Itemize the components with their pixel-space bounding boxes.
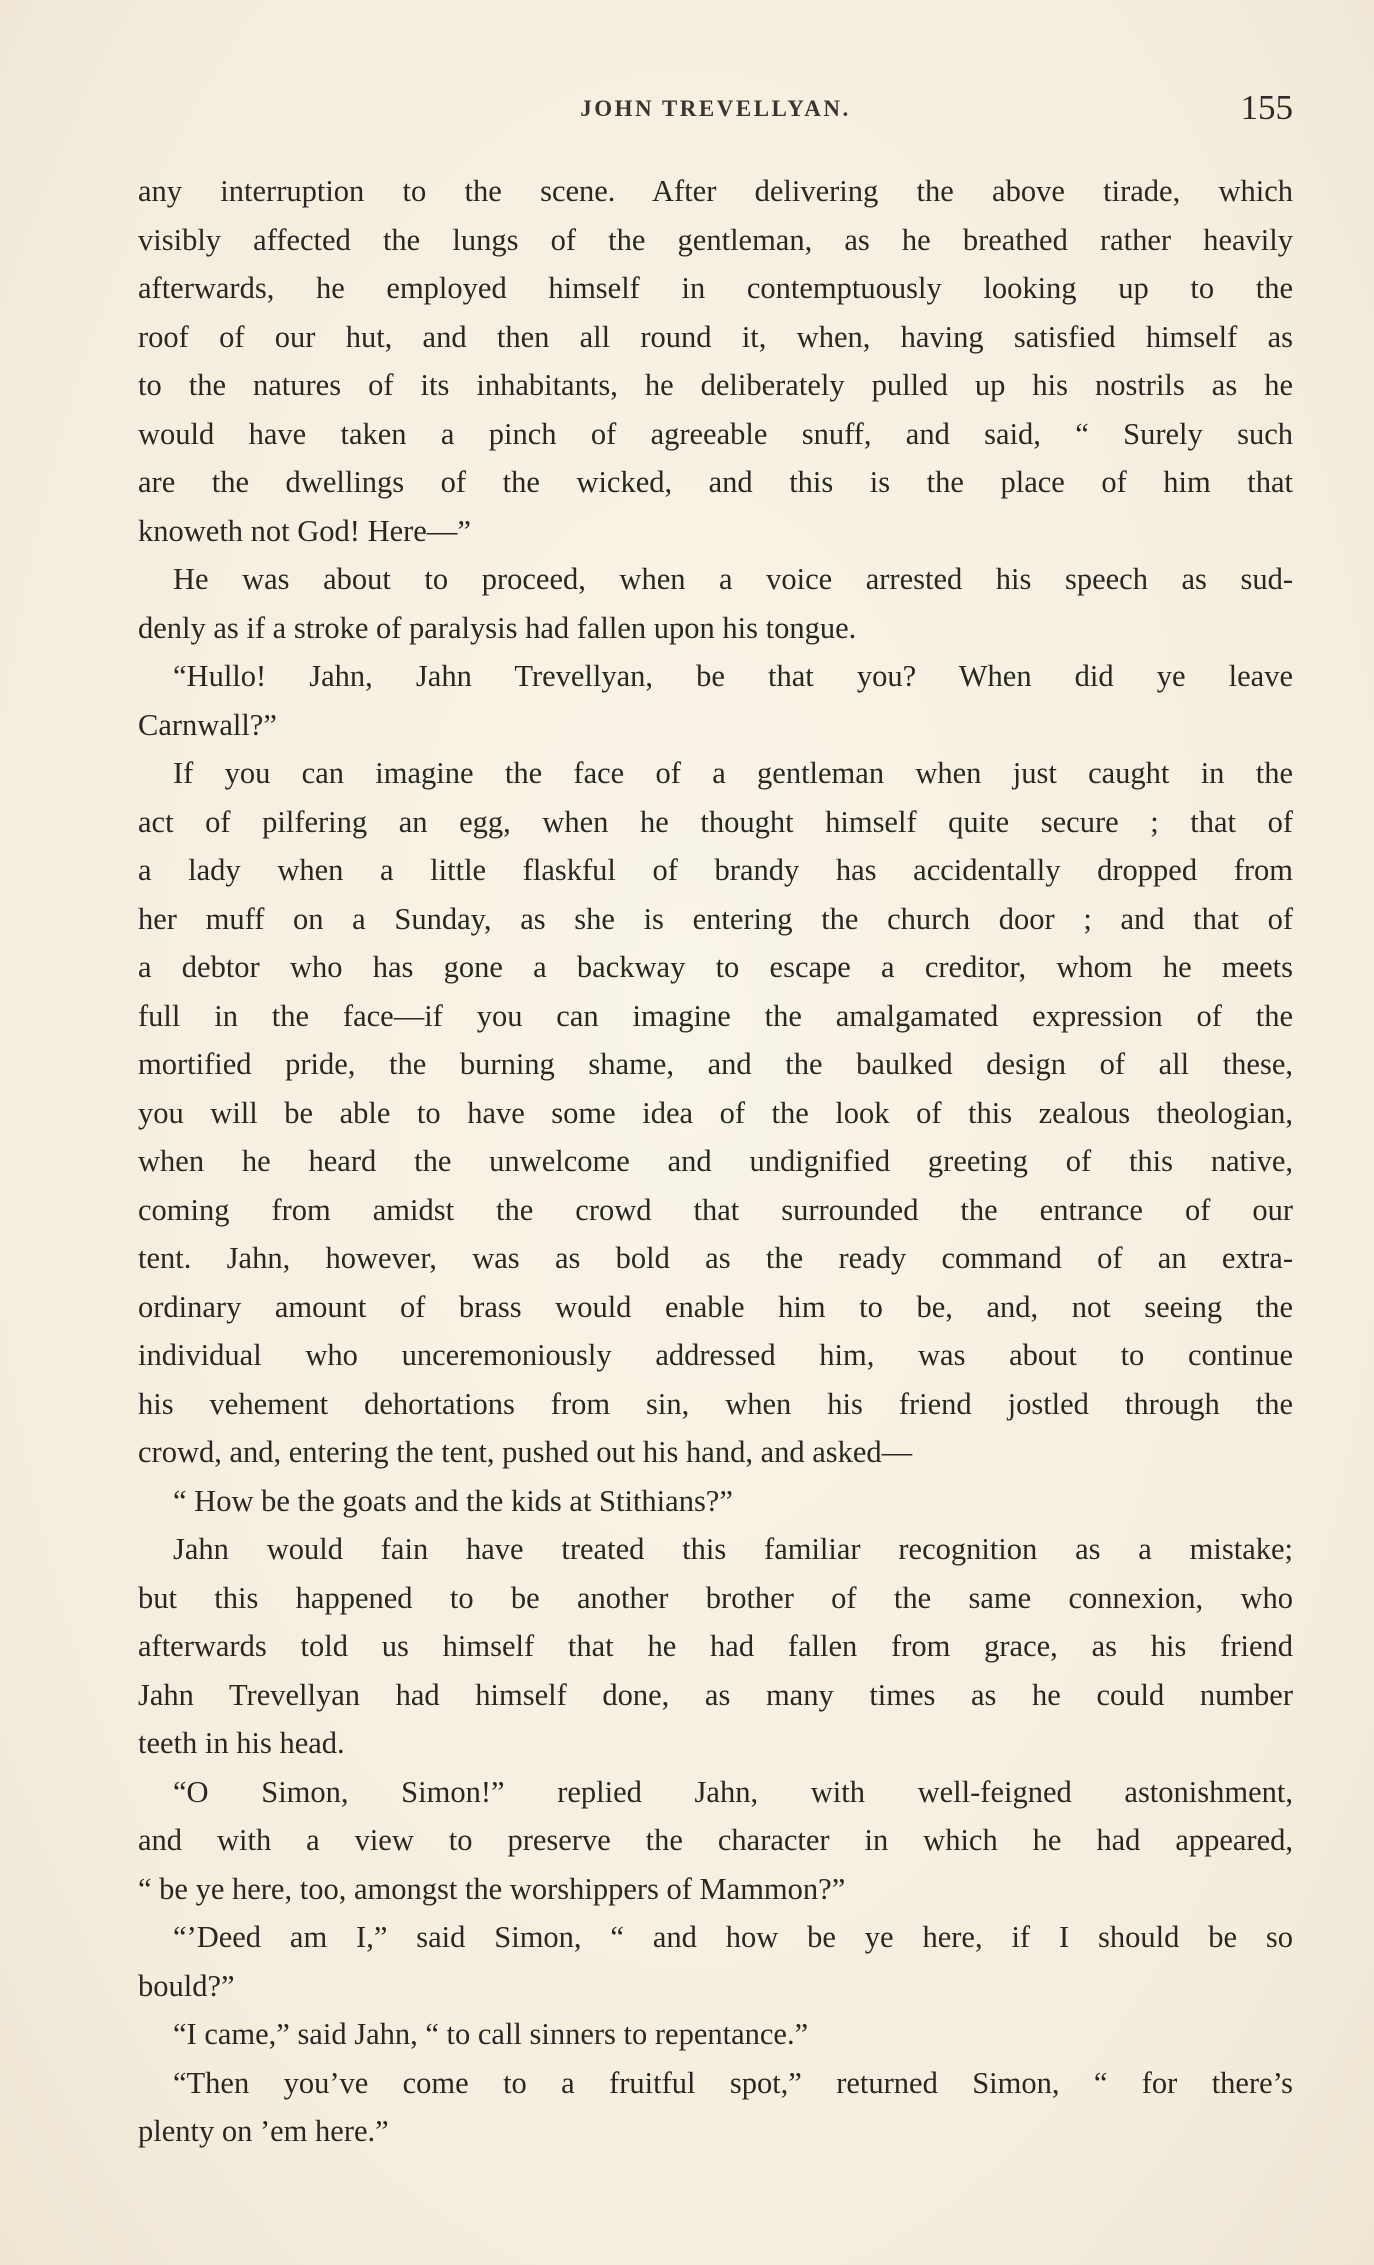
body-text	[138, 167, 1293, 2156]
text-line: He was about to proceed, when a voice arrested his speech as sud-	[173, 562, 1293, 596]
text-line: coming from amidst the crowd that surrounded the entrance of our	[138, 1192, 1293, 1227]
text-line: full in the face—if you can imagine the amalgamated expression of the	[138, 998, 1293, 1033]
text-line: visibly affected the lungs of the gentleman, as he breathed rather heavily	[138, 222, 1293, 257]
text-line: her muff on a Sunday, as she is entering the church door ; and that of	[138, 901, 1293, 936]
text-line: to the natures of its inhabitants, he deliberately pulled up his nostrils as he	[138, 368, 1293, 402]
text-line: “ be ye here, too, amongst the worshippers of Mammon?”	[138, 1871, 846, 1906]
text-line: you will be able to have some idea of the look of this zealous theologian,	[138, 1095, 1293, 1130]
text-line: ordinary amount of brass would enable him to be, and, not seeing the	[138, 1289, 1293, 1324]
text-line: Carnwall?”	[138, 707, 277, 742]
text-line: “’Deed am I,” said Simon, “ and how be ye here, if I should be so	[173, 1920, 1293, 1954]
text-line: afterwards, he employed himself in contemptuously looking up to the	[138, 271, 1293, 305]
text-line: would have taken a pinch of agreeable snuff, and said, “ Surely such	[138, 416, 1293, 451]
text-line: “I came,” said Jahn, “ to call sinners to repentance.”	[173, 2017, 809, 2051]
text-line: are the dwellings of the wicked, and this is the place of him that	[138, 465, 1293, 499]
text-line: “Hullo! Jahn, Jahn Trevellyan, be that you? When did ye leave	[173, 659, 1293, 693]
text-line: denly as if a stroke of paralysis had fallen upon his tongue.	[138, 610, 857, 645]
text-line: teeth in his head.	[138, 1726, 345, 1760]
text-line: knoweth not God! Here—”	[138, 513, 471, 548]
page-header	[138, 88, 1293, 132]
text-line: a lady when a little flaskful of brandy has accidentally dropped from	[138, 853, 1293, 887]
text-line: a debtor who has gone a backway to escape a creditor, whom he meets	[138, 950, 1293, 984]
text-line: Jahn Trevellyan had himself done, as many times as he could number	[138, 1677, 1293, 1712]
text-line: any interruption to the scene. After delivering the above tirade, which	[138, 174, 1293, 208]
text-line: but this happened to be another brother of the same connexion, who	[138, 1580, 1293, 1615]
text-line: crowd, and, entering the tent, pushed out his hand, and asked—	[138, 1435, 913, 1469]
text-line: act of pilfering an egg, when he thought himself quite secure ; that of	[138, 804, 1293, 839]
text-line: tent. Jahn, however, was as bold as the ready command of an extra-	[138, 1241, 1293, 1275]
text-line: Jahn would fain have treated this familiar recognition as a mistake;	[173, 1532, 1293, 1566]
running-head: JOHN TREVELLYAN.	[580, 96, 851, 121]
text-line: “O Simon, Simon!” replied Jahn, with well-feigned astonishment,	[173, 1774, 1293, 1809]
text-line: individual who unceremoniously addressed him, was about to continue	[138, 1338, 1293, 1372]
text-line: bould?”	[138, 1968, 235, 2003]
text-line: “Then you’ve come to a fruitful spot,” returned Simon, “ for there’s	[173, 2065, 1293, 2100]
text-line: his vehement dehortations from sin, when his friend jostled through the	[138, 1386, 1293, 1421]
text-line: roof of our hut, and then all round it, when, having satisfied himself as	[138, 319, 1293, 354]
text-line: plenty on ’em here.”	[138, 2114, 389, 2148]
text-line: “ How be the goats and the kids at Stithians?”	[173, 1483, 733, 1518]
text-line: mortified pride, the burning shame, and the baulked design of all these,	[138, 1047, 1293, 1081]
text-line: when he heard the unwelcome and undignified greeting of this native,	[138, 1144, 1293, 1178]
text-line: afterwards told us himself that he had fallen from grace, as his friend	[138, 1629, 1293, 1663]
text-line: and with a view to preserve the character in which he had appeared,	[138, 1823, 1293, 1857]
page-number: 155	[1240, 88, 1293, 127]
text-line: If you can imagine the face of a gentleman when just caught in the	[173, 756, 1293, 790]
